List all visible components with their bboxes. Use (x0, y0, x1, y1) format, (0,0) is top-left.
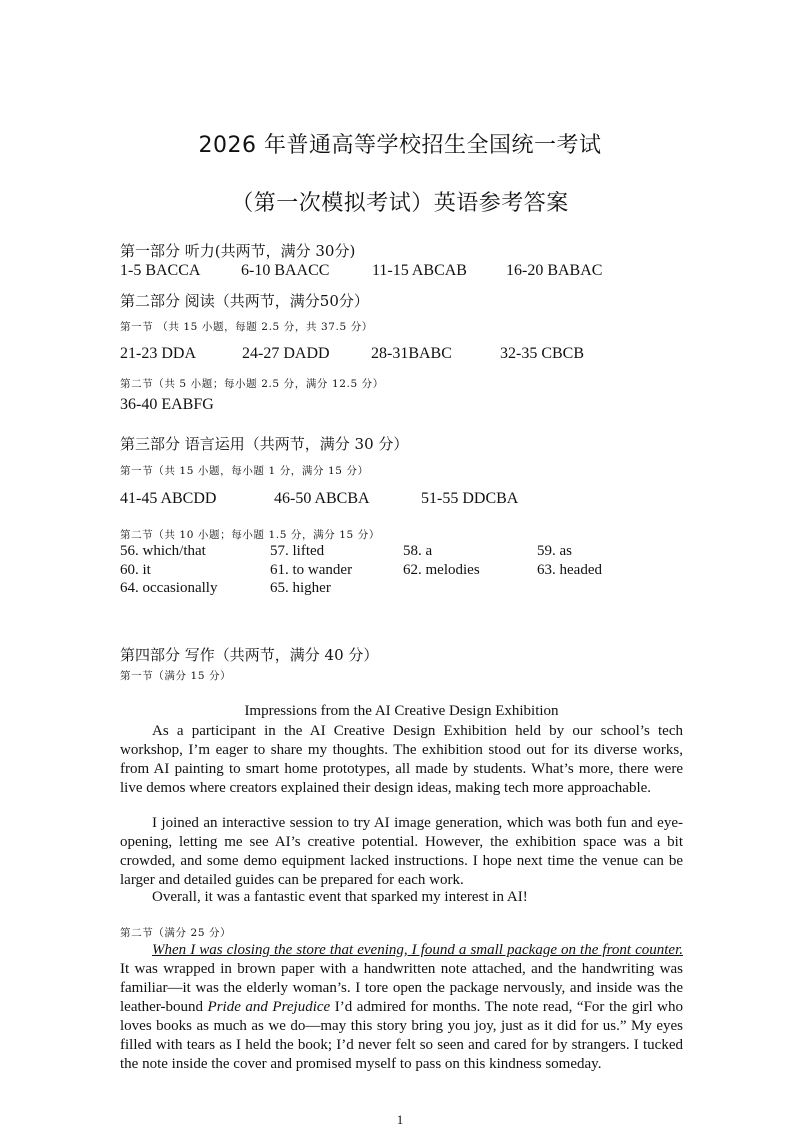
answer-group: 51-55 DDCBA (421, 490, 519, 507)
part3-heading: 第三部分 语言运用（共两节，满分 30 分） (120, 435, 409, 453)
book-title: Pride and Prejudice (207, 999, 331, 1015)
answer-group: 21-23 DDA (120, 345, 196, 362)
answer-group: 46-50 ABCBA (274, 490, 370, 507)
part3-section1-heading: 第一节（共 15 小题，每小题 1 分，满分 15 分） (120, 465, 369, 477)
answer-group: 1-5 BACCA (120, 262, 201, 279)
part1-heading: 第一部分 听力(共两节，满分 30分) (120, 242, 356, 260)
answer-group: 24-27 DADD (242, 345, 330, 362)
story-text: It was wrapped in brown paper with a handwritten note attached, and the handwriting was familiar—it was the elderly woman’s. I tore open the package nervously, and inside was the leather-bound (120, 961, 683, 1015)
essay-paragraph: As a participant in the AI Creative Design Exhibition held by our school’s tech workshop, I’m eager to share my thoughts. The exhibition stood out for its diverse works, from AI painting to smart home prototypes, all made by students. What’s more, there were live demos where creators explained their design ideas, making tech more approachable. (120, 723, 683, 796)
part2-section1-heading: 第一节 （共 15 小题，每题 2.5 分，共 37.5 分） (120, 321, 373, 333)
essay-paragraph: Overall, it was a fantastic event that sparked my interest in AI! (152, 889, 528, 905)
blank-answer: 56. which/that (120, 543, 206, 559)
blank-answer: 58. a (403, 543, 433, 559)
answer-group: 36-40 EABFG (120, 396, 214, 413)
part4-heading: 第四部分 写作（共两节，满分 40 分） (120, 646, 379, 664)
answer-group: 6-10 BAACC (241, 262, 330, 279)
essay-title: Impressions from the AI Creative Design Exhibition (244, 703, 559, 719)
page-number: 1 (396, 1112, 404, 1127)
blank-answer: 65. higher (270, 580, 331, 596)
answer-group: 11-15 ABCAB (372, 262, 467, 279)
answer-group: 32-35 CBCB (500, 345, 585, 362)
document-title: 2026 年普通高等学校招生全国统一考试 (198, 133, 602, 158)
blank-answer: 61. to wander (270, 562, 353, 578)
part2-heading: 第二部分 阅读（共两节，满分50分） (120, 292, 369, 310)
blank-answer: 62. melodies (403, 562, 480, 578)
essay-paragraph: I joined an interactive session to try AI image generation, which was both fun and eye-opening, letting me see AI’s creative potential. However, the exhibition space was a bit crowded, and some demo equipment lacked instructions. I hope next time the venue can be larger and detailed guides can be prepared for each work. (120, 815, 683, 888)
story-text: I’d admired for months. The note read, “For the girl who loves books as much as we do—may this story bring you joy, just as it did for us.” My eyes filled with tears as I held the book; I’d never felt so seen and cared for by strangers. I tucked the note inside the cover and promised myself to pass on this kindness someday. (120, 999, 684, 1072)
blank-answer: 63. headed (537, 562, 602, 578)
story-paragraph (120, 941, 683, 1074)
answer-group: 16-20 BABAC (506, 262, 603, 279)
document-subtitle: （第一次模拟考试）英语参考答案 (231, 191, 569, 216)
blank-answer: 60. it (120, 562, 151, 578)
blank-answer: 64. occasionally (120, 580, 218, 596)
blank-answer: 57. lifted (270, 543, 325, 559)
part2-section2-heading: 第二节（共 5 小题；每小题 2.5 分，满分 12.5 分） (120, 378, 384, 390)
part4-section1-heading: 第一节（满分 15 分） (120, 670, 232, 682)
part3-section2-heading: 第二节（共 10 小题；每小题 1.5 分，满分 15 分） (120, 529, 380, 541)
part4-section2-heading: 第二节（满分 25 分） (120, 927, 232, 939)
answer-group: 28-31BABC (371, 345, 452, 362)
story-lead-sentence: When I was closing the store that evening, I found a small package on the front counter. (152, 942, 683, 958)
blank-answer: 59. as (537, 543, 572, 559)
answer-group: 41-45 ABCDD (120, 490, 217, 507)
